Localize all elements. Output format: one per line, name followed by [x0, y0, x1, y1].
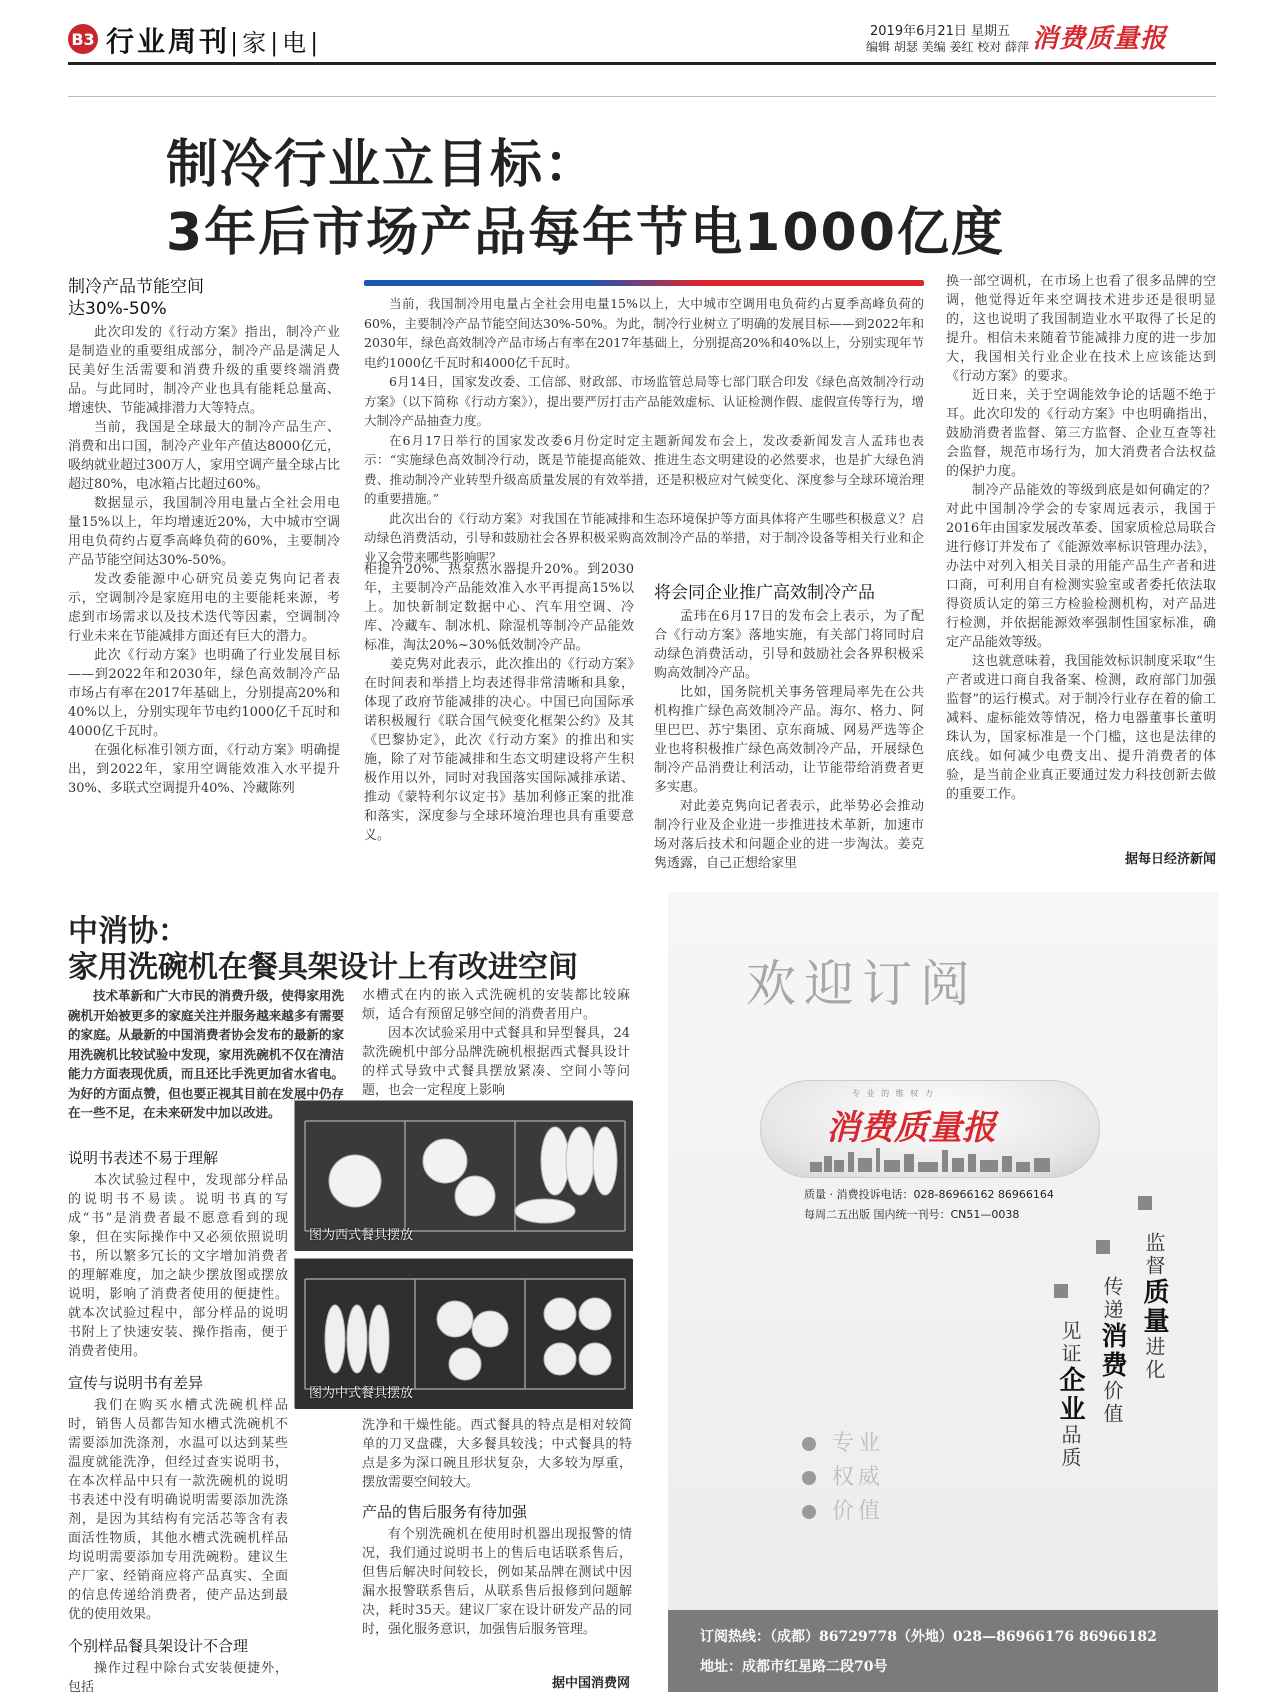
lead-color-bar — [364, 280, 924, 286]
paragraph: 柜提升20%、热泵热水器提升20%。到2030年，主要制冷产品能效准入水平再提高15%以上。加快新制定数据中心、汽车用空调、冷库、冷藏车、制冰机、除湿机等制冷产品能效标准，淘汰20%~30%低效制冷产品。 — [364, 562, 634, 653]
paragraph: 孟玮在6月17日的发布会上表示，为了配合《行动方案》落地实施，有关部门将同时启动绿色消费活动，引导和鼓励社会各界积极采购高效制冷产品。 — [654, 609, 924, 681]
slogan-keyword: 企业 — [1055, 1366, 1085, 1424]
article1-column4 — [946, 272, 1216, 838]
headline-line2: 3年后市场产品每年节电1000亿度 — [166, 203, 1005, 263]
paragraph: 有个别洗碗机在使用时机器出现报警的情况，我们通过说明书上的售后电话联系售后，但售后解决时间较长，例如某品牌在测试中因漏水报警联系售后，从联系售后报修到问题解决，耗时35天。建议厂家在设计研发产品的同时，强化服务意识，加强售后服务管理。 — [362, 1527, 632, 1637]
feature-label: 价值 — [832, 1499, 885, 1524]
paragraph: 比如，国务院机关事务管理局率先在公共机构推广绿色高效制冷产品。海尔、格力、阿里巴巴、苏宁集团、京东商城、网易严选等企业也将积极推广绿色高效制冷产品，开展绿色制冷产品消费让利活动，让节能带给消费者更多实惠。 — [654, 685, 924, 795]
feature-label: 专业 — [832, 1431, 885, 1456]
ad-welcome-title: 欢迎订阅 — [746, 955, 978, 1013]
ad-address: 地址：成都市红星路二段70号 — [700, 1659, 888, 1675]
paragraph: 姜克隽对此表示，此次推出的《行动方案》在时间表和举措上均表述得非常清晰和具象，体现了政府节能减排的决心。中国已向国际承诺积极履行《联合国气候变化框架公约》及其《巴黎协定》，此次《行动方案》的推出和实施，除了对节能减排和生态文明建设将产生积极作用以外，同时对我国落实国际减排承诺、推动《蒙特利尔议定书》基加利修正案的批准和落实，深度参与全球环境治理也具有重要意义。 — [364, 657, 634, 843]
paragraph: 在强化标准引领方面，《行动方案》明确提出，到2022年，家用空调能效准入水平提升30%、多联式空调提升40%、冷藏陈列 — [68, 743, 340, 796]
feature-label: 权威 — [832, 1465, 885, 1490]
slogan-text: 价值 — [1100, 1380, 1124, 1426]
slogan-marker — [1138, 1196, 1152, 1210]
paragraph: 发改委能源中心研究员姜克隽向记者表示，空调制冷是家庭用电的主要能耗来源，考虑到市场需求以及技术迭代等因素，空调制冷行业未来在节能减排方面还有巨大的潜力。 — [68, 572, 340, 644]
photo-caption: 图为中式餐具摆放 — [309, 1386, 414, 1401]
article2-columnB-top — [362, 986, 630, 1096]
city-skyline-icon — [810, 1148, 1050, 1172]
photo-caption: 图为西式餐具摆放 — [309, 1228, 414, 1243]
slogan-quality — [1136, 1232, 1173, 1382]
paragraph: 换一部空调机，在市场上也看了很多品牌的空调，他觉得近年来空调技术进步还是很明显的，这也说明了我国制造业水平取得了长足的提升。相信未来随着节能减排力度的进一步加大，我国相关行业企业在技术上应该能达到《行动方案》的要求。 — [946, 274, 1216, 384]
slogan-text: 品质 — [1058, 1424, 1082, 1470]
header-thin-rule — [68, 96, 1216, 97]
roll-tagline: 专 业 的 维 权 力 — [852, 1089, 935, 1098]
article1-column2 — [364, 560, 634, 872]
article1-source: 据每日经济新闻 — [1124, 852, 1216, 867]
ad-feature-item — [802, 1494, 884, 1525]
subscription-hotline: 订阅热线：（成都）86729778（外地）028—86966176 86966182 — [700, 1629, 1157, 1645]
lead-paragraph: 6月14日，国家发改委、工信部、财政部、市场监管总局等七部门联合印发《绿色高效制冷行动方案》（以下简称《行动方案》），提出要严厉打击产品能效虚标、认证检测作假、虚假宣传等行为，增大制冷产品抽查力度。 — [364, 374, 924, 428]
paragraph: 制冷产品能效的等级到底是如何确定的？对此中国制冷学会的专家周远表示，我国于2016年由国家发展改革委、国家质检总局联合进行修订并发布了《能源效率标识管理办法》，办法中对列入相关目录的用能产品生产者和进口商，可利用自有检测实验室或者委托依法取得资质认定的第三方检验检测机构，对产品进行检测，并依据能源效率强制性国家标准，确定产品能效等级。 — [946, 483, 1216, 650]
bullet-dot-icon — [802, 1505, 816, 1519]
article2-columnB-bottom — [362, 1416, 632, 1666]
subheading-after-sales: 产品的售后服务有待加强 — [362, 1503, 528, 1521]
lead-paragraph: 在6月17日举行的国家发改委6月份定时定主题新闻发布会上，发改委新闻发言人孟玮也表示：“实施绿色高效制冷行动，既是节能提高能效、推进生态文明建设的必然要求，也是扩大绿色消费、推动制冷产业转型升级高质量发展的有效举措，还是积极应对气候变化、深度参与全球环境治理的重要措施。” — [364, 432, 924, 506]
paragraph: 此次印发的《行动方案》指出，制冷产业是制造业的重要组成部分，制冷产品是满足人民美好生活需要和消费升级的重要终端消费品。与此同时，制冷产业也具有能耗总量高、增速快、节能减排潜力大等特点。 — [68, 325, 340, 416]
subheading-manual: 说明书表述不易于理解 — [68, 1149, 219, 1167]
slogan-text: 传递 — [1100, 1276, 1124, 1322]
headline-line1: 制冷行业立目标： — [166, 135, 599, 195]
paragraph: 数据显示，我国制冷用电量占全社会用电量15%以上，年均增速近20%，大中城市空调用电负荷约占夏季高峰负荷的60%，主要制冷产品节能空间达30%-50%。 — [68, 496, 340, 568]
slogan-text: 进化 — [1142, 1336, 1166, 1382]
section-name: 行业周刊 — [106, 25, 231, 58]
page-badge: B3 — [68, 24, 98, 54]
slogan-text: 见证 — [1058, 1320, 1082, 1366]
paragraph: 我们在购买水槽式洗碗机样品时，销售人员都告知水槽式洗碗机不需要添加洗涤剂，水温可以达到某些温度就能洗净，但经过查实说明书，在本次样品中只有一款洗碗机的说明书表述中没有明确说明需要添加洗涤剂，是因为其结构有完活芯等含有表面活性物质，其他水槽式洗碗机样品均说明需要添加专用洗碗粉。建议生产厂家、经销商应将产品真实、全面的信息传递给消费者，使产品达到最优的使用效果。 — [68, 1398, 288, 1622]
ad-feature-item — [802, 1426, 884, 1457]
paragraph: 因本次试验采用中式餐具和异型餐具，24款洗碗机中部分品牌洗碗机根据西式餐具设计的样式导致中式餐具摆放紧凑、空间小等问题，也会一定程度上影响 — [362, 1026, 630, 1098]
paragraph: 水槽式在内的嵌入式洗碗机的安装都比较麻烦，适合有预留足够空间的消费者用户。 — [362, 988, 630, 1022]
paragraph: 当前，我国是全球最大的制冷产品生产、消费和出口国，制冷产业年产值达8000亿元，吸纳就业超过300万人，家用空调产量全球占比超过80%，电冰箱占比超过60%。 — [68, 420, 340, 492]
slogan-keyword: 消费 — [1097, 1322, 1127, 1380]
paragraph: 洗净和干燥性能。西式餐具的特点是相对较简单的刀叉盘碟，大多餐具较浅；中式餐具的特点是多为深口碗且形状复杂，大多较为厚重，摆放需要空间较大。 — [362, 1418, 632, 1490]
paragraph: 近日来，关于空调能效争论的话题不绝于耳。此次印发的《行动方案》中也明确指出，鼓励消费者监督、第三方监督、企业互查等社会监督，规范市场行为，加大消费者合法权益的保护力度。 — [946, 388, 1216, 479]
subheading-difference: 宣传与说明书有差异 — [68, 1374, 204, 1392]
slogan-keyword: 质量 — [1139, 1278, 1169, 1336]
issue-date: 2019年6月21日 星期五 — [870, 24, 1011, 39]
subheading-energy-space: 制冷产品节能空间 达30%-50% — [68, 277, 204, 319]
subheading-promote: 将会同企业推广高效制冷产品 — [654, 583, 875, 603]
photo-western-dishes — [294, 1100, 632, 1250]
ad-footer-band — [668, 1610, 1218, 1692]
paragraph: 本次试验过程中，发现部分样品的说明书不易读。说明书真的写成“书”是消费者最不愿意看到的现象，但在实际操作中又必须依照说明书，所以繁多冗长的文字增加消费者的理解难度，加之缺少摆放图或摆放说明，影响了消费者使用的便捷性。就本次试验过程中，部分样品的说明书附上了快速安装、操作指南，便于消费者使用。 — [68, 1173, 288, 1359]
article2-title-line2: 家用洗碗机在餐具架设计上有改进空间 — [68, 950, 578, 985]
paragraph: 此次《行动方案》也明确了行业发展目标——到2022年和2030年，绿色高效制冷产品市场占有率在2017年基础上，分别提高20%和40%以上，分别实现年节电约1000亿千瓦时和4000亿千瓦时。 — [68, 648, 340, 739]
roll-logo: 消费质量报 — [826, 1108, 996, 1148]
ad-feature-item — [802, 1460, 884, 1491]
section-title — [106, 20, 322, 60]
slogan-text: 监督 — [1142, 1232, 1166, 1278]
header-rule — [68, 62, 1216, 65]
lead-paragraph: 技术革新和广大市民的消费升级，使得家用洗碗机开始被更多的家庭关注并服务越来越多有需要的家庭。从最新的中国消费者协会发布的最新的家用洗碗机比较试验中发现，家用洗碗机不仅在清洁能力方面表现优质，而且还比手洗更加省水省电。为好的方面点赞，但也要正视其目前在发展中仍存在一些不足，在未来研发中加以改进。 — [68, 988, 344, 1120]
paragraph: 操作过程中除台式安装便捷外，包括 — [68, 1661, 288, 1695]
slogan-marker — [1096, 1240, 1110, 1254]
paragraph: 对此姜克隽向记者表示，此举势必会推动制冷行业及企业进一步推进技术革新，加速市场对落后技术和问题企业的进一步淘汰。姜克隽透露，自己正想给家里 — [654, 799, 924, 871]
ad-issue-info: 每周二五出版 国内统一刊号：CN51—0038 — [804, 1208, 1020, 1221]
editor-credits: 编辑 胡瑟 美编 姜红 校对 薛萍 — [866, 40, 1030, 54]
photo-chinese-dishes — [294, 1258, 632, 1408]
lead-paragraph: 此次出台的《行动方案》对我国在节能减排和生态环境保护等方面具体将产生哪些积极意义？启动绿色消费活动，引导和鼓励社会各界积极采购高效制冷产品的举措，对于制冷设备等相关行业和企业又会带来哪些影响呢？ — [364, 510, 924, 565]
lead-paragraph: 当前，我国制冷用电量占全社会用电量15%以上，大中城市空调用电负荷约占夏季高峰负荷的60%，主要制冷产品节能空间达30%-50%。为此，制冷行业树立了明确的发展目标——到2022年和2030年，绿色高效制冷产品市场占有率在2017年基础上，分别提高20%和40%以上，分别实现年节电约1000亿千瓦时和4000亿千瓦时。 — [364, 296, 924, 370]
article1-column3 — [654, 578, 924, 872]
newspaper-logo: 消费质量报 — [1032, 24, 1168, 54]
article2-title-line1: 中消协： — [68, 914, 188, 949]
article2-columnA — [68, 1144, 288, 1694]
slogan-enterprise — [1052, 1320, 1089, 1470]
subheading-rack-design: 个别样品餐具架设计不合理 — [68, 1637, 249, 1655]
category-name: |家|电| — [230, 29, 323, 57]
ad-complaint-phone: 质量 · 消费投诉电话：028-86966162 86966164 — [804, 1188, 1054, 1201]
article2-source: 据中国消费网 — [551, 1676, 630, 1691]
bullet-dot-icon — [802, 1471, 816, 1485]
article1-column1 — [68, 272, 340, 872]
slogan-marker — [1054, 1284, 1068, 1298]
paragraph: 这也就意味着，我国能效标识制度采取“生产者或进口商自我备案、检测，政府部门加强监督”的运行模式。对于制冷行业存在着的偷工减料、虚标能效等情况，格力电器董事长董明珠认为，国家标准是一个门槛，这也是法律的底线。如何减少电费支出、提升消费者的体验，是当前企业真正要通过发力科技创新去做的重要工作。 — [946, 654, 1216, 802]
bullet-dot-icon — [802, 1437, 816, 1451]
article1-lead — [364, 294, 924, 565]
slogan-consumption — [1094, 1276, 1131, 1426]
